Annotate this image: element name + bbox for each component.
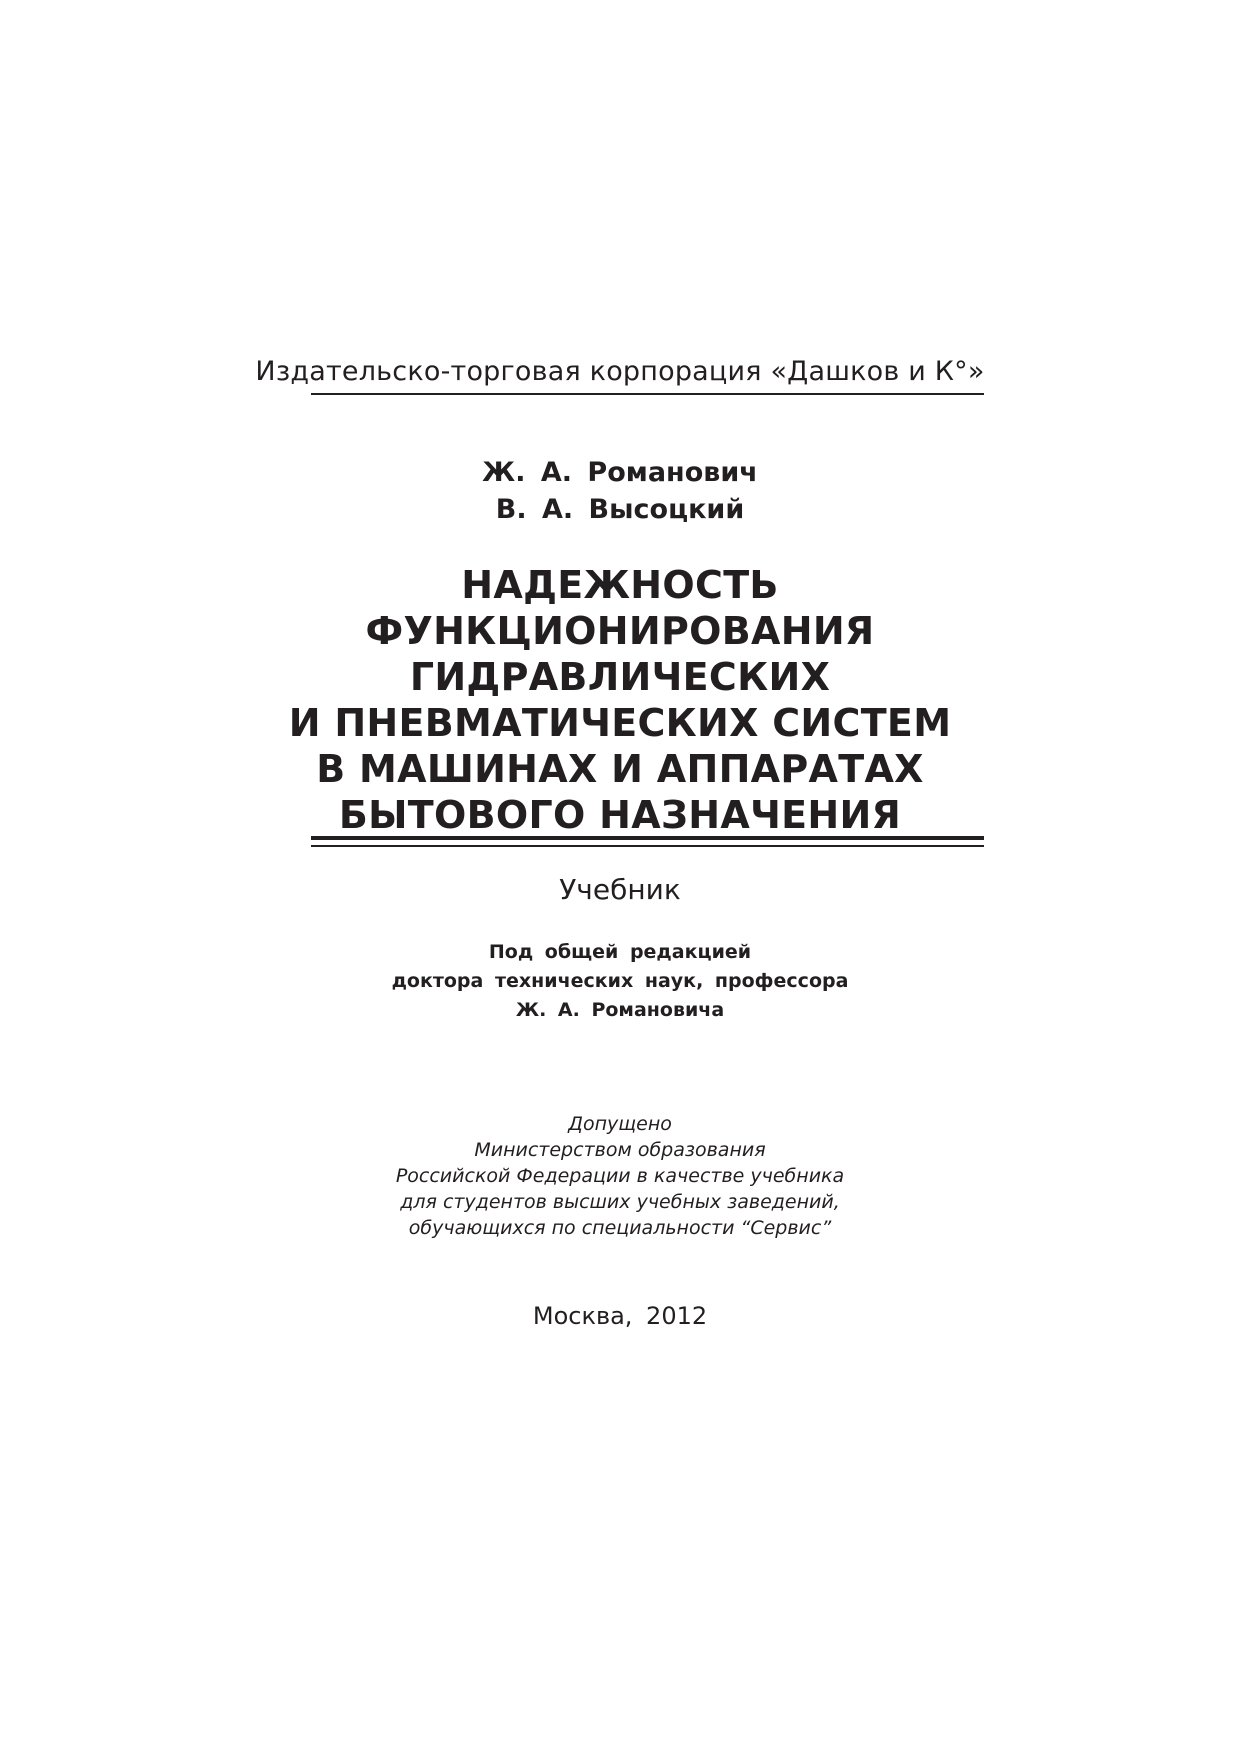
publisher-name: Издательско-торговая корпорация «Дашков и К°» <box>255 356 985 387</box>
city-year: Москва, 2012 <box>532 1302 708 1330</box>
author-2: В. А. Высоцкий <box>495 494 745 525</box>
title-line-4: И ПНЕВМАТИЧЕСКИХ СИСТЕМ <box>288 701 952 745</box>
title-line-3: ГИДРАВЛИЧЕСКИХ <box>409 655 831 699</box>
approval-line-4: для студентов высших учебных заведений, <box>400 1191 840 1213</box>
approval-line-3: Российской Федерации в качестве учебника <box>395 1165 845 1187</box>
editor-line-1: Под общей редакцией <box>488 941 752 963</box>
approval-line-5: обучающихся по специальности “Сервис” <box>408 1217 832 1239</box>
editor-line-3: Ж. А. Романовича <box>515 999 725 1021</box>
editor-block <box>0 938 1240 1025</box>
approval-block <box>0 1111 1240 1241</box>
author-1: Ж. А. Романович <box>482 457 758 488</box>
title-line-1: НАДЕЖНОСТЬ <box>461 563 779 607</box>
approval-line-1: Допущено <box>568 1113 672 1135</box>
title-line-5: В МАШИНАХ И АППАРАТАХ <box>316 747 924 791</box>
editor-line-2: доктора технических наук, профессора <box>391 970 849 992</box>
book-title <box>0 562 1240 838</box>
book-subtitle: Учебник <box>559 873 681 906</box>
approval-line-2: Министерством образования <box>474 1139 766 1161</box>
title-double-divider <box>311 836 984 847</box>
authors-block <box>0 454 1240 528</box>
publisher-divider <box>311 393 984 395</box>
title-line-2: ФУНКЦИОНИРОВАНИЯ <box>365 609 875 653</box>
title-line-6: БЫТОВОГО НАЗНАЧЕНИЯ <box>338 793 902 837</box>
